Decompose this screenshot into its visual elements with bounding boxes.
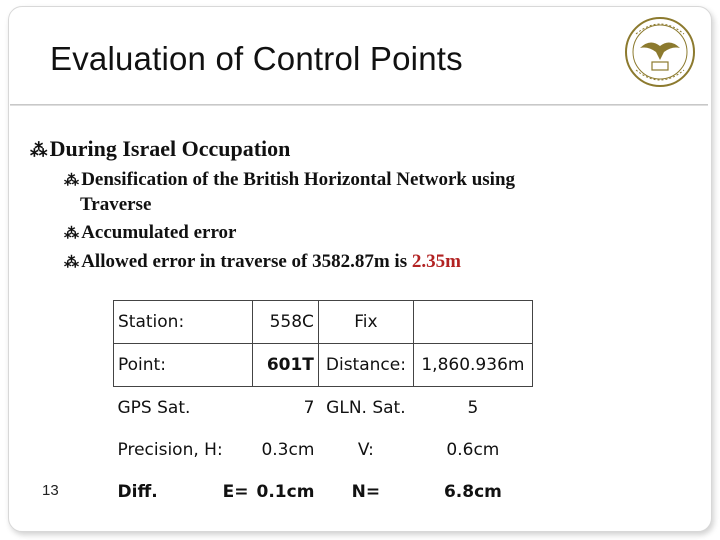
diff-e-prefix: E= xyxy=(222,482,249,502)
bullet-level1-text: During Israel Occupation xyxy=(49,136,291,161)
distance-label: Distance: xyxy=(318,344,413,387)
gln-sat-label: GLN. Sat. xyxy=(326,398,406,418)
diff-n-label: N= xyxy=(351,482,381,502)
precision-v-label: V: xyxy=(357,440,374,460)
point-label: Point: xyxy=(114,344,253,387)
page-number: 13 xyxy=(42,482,59,499)
table-row xyxy=(114,387,533,430)
bullet-continuation: Traverse xyxy=(80,193,152,215)
bullet-text: Accumulated error xyxy=(81,222,237,244)
bullet-text: Densification of the British Horizontal Network using xyxy=(81,169,516,190)
diff-e-value: 0.1cm xyxy=(256,482,315,502)
bullet-level2-item xyxy=(64,221,670,246)
gps-sat-value: 7 xyxy=(303,398,315,418)
distance-value: 1,860.936m xyxy=(413,344,532,387)
station-value: 558C xyxy=(253,301,319,344)
bullet-level2-item xyxy=(64,250,670,275)
table-row xyxy=(114,429,533,471)
point-value: 601T xyxy=(253,344,319,387)
station-status: Fix xyxy=(318,301,413,344)
bullet-icon: ⁂ xyxy=(30,140,48,160)
control-point-table xyxy=(113,300,533,513)
bullet-icon: ⁂ xyxy=(64,172,80,189)
diff-label xyxy=(114,471,253,513)
bullet-level1 xyxy=(30,136,670,162)
bullet-icon: ⁂ xyxy=(64,254,80,272)
gps-sat-label: GPS Sat. xyxy=(117,398,191,418)
station-extra xyxy=(413,301,532,344)
bullet-list xyxy=(30,136,670,279)
bullet-text: Allowed error in traverse of 3582.87m is xyxy=(81,251,412,273)
bullet-icon: ⁂ xyxy=(64,225,80,243)
table-row xyxy=(114,301,533,344)
bullet-level2-item xyxy=(64,168,670,217)
station-label: Station: xyxy=(114,301,253,344)
university-seal-logo xyxy=(622,8,698,96)
diff-n-value: 6.8cm xyxy=(443,482,502,502)
precision-h-label: Precision, H: xyxy=(117,440,223,460)
gln-sat-value: 5 xyxy=(467,398,479,418)
precision-h-value: 0.3cm xyxy=(261,440,315,460)
table-row xyxy=(114,344,533,387)
title-divider xyxy=(10,104,708,106)
table-row xyxy=(114,471,533,513)
precision-v-value: 0.6cm xyxy=(446,440,500,460)
slide-title: Evaluation of Control Points xyxy=(50,40,463,77)
diff-label-text: Diff. xyxy=(117,482,158,502)
allowed-error-value: 2.35m xyxy=(411,251,461,273)
